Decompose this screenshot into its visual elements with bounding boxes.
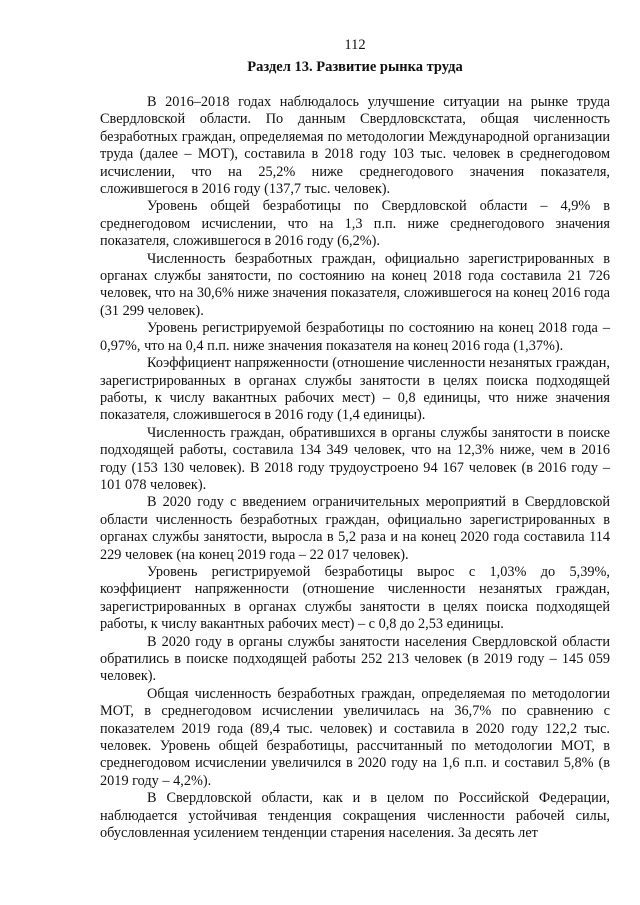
- paragraph-job-seekers-2020: В 2020 году в органы службы занятости населения Свердловской области обратились в поиске подходящей работы 252 213 человек (в 2019 году – 145 059 человек).: [100, 633, 610, 685]
- document-page: [100, 36, 610, 842]
- paragraph-unemployment-trend-2016-2018: В 2016–2018 годах наблюдалось улучшение ситуации на рынке труда Свердловской области. По данным Свердловскстата, общая численность безработных граждан, определяемая по методологии Международной организации труда (далее – МОТ), составила в 2018 году 103 тыс. человек в среднегодовом исчислении, что на 25,2% ниже среднегодового значения показателя, сложившегося в 2016 году (137,7 тыс. человек).: [100, 94, 610, 198]
- paragraph-registered-unemployment-rate-2018: Уровень регистрируемой безработицы по состоянию на конец 2018 года – 0,97%, что на 0,4 п.п. ниже значения показателя на конец 2016 года (1,37%).: [100, 320, 610, 354]
- paragraph-job-seekers-2018: Численность граждан, обратившихся в органы службы занятости в поиске подходящей работы, составила 134 349 человек, что на 12,3% ниже, чем в 2016 году (153 130 человек). В 2018 году трудоустроено 94 167 человек (в 2016 году – 101 078 человек).: [100, 424, 610, 493]
- paragraph-registered-unemployed-2018: Численность безработных граждан, официально зарегистрированных в органах службы занятости, по состоянию на конец 2018 года составила 21 726 человек, что на 30,6% ниже значения показателя, сложившегося на конец 2016 года (31 299 человек).: [100, 250, 610, 319]
- page-number: 112: [344, 37, 366, 53]
- paragraph-tension-coefficient: Коэффициент напряженности (отношение численности незанятых граждан, зарегистрированных в органах службы занятости в целях поиска подходящей работы, к числу вакантных рабочих мест) – 0,8 единицы, что ниже значения показателя, сложившегося в 2016 году (1,4 единицы).: [100, 355, 610, 424]
- section-title: Раздел 13. Развитие рынка труда: [247, 59, 463, 75]
- paragraph-general-unemployment-rate: Уровень общей безработицы по Свердловской области – 4,9% в среднегодовом исчислении, что на 1,3 п.п. ниже среднегодового значения показателя, сложившегося в 2016 году (6,2%).: [100, 198, 610, 250]
- paragraph-restrictions-2020: В 2020 году с введением ограничительных мероприятий в Свердловской области численность безработных граждан, официально зарегистрированных в органах службы занятости, выросла в 5,2 раза и на конец 2020 года составила 114 229 человек (на конец 2019 года – 22 017 человек).: [100, 494, 610, 563]
- paragraph-registered-unemployment-growth: Уровень регистрируемой безработицы вырос с 1,03% до 5,39%, коэффициент напряженности (отношение численности незанятых граждан, зарегистрированных в органах службы занятости в целях поиска подходящей работы, к числу вакантных рабочих мест) – с 0,8 до 2,53 единицы.: [100, 563, 610, 633]
- paragraph-ilo-unemployment-2020: Общая численность безработных граждан, определяемая по методологии МОТ, в среднегодовом исчислении увеличилась на 36,7% по сравнению с показателем 2019 года (89,4 тыс. человек) и составила в 2020 году 122,2 тыс. человек. Уровень общей безработицы, рассчитанный по методологии МОТ, в среднегодовом исчислении увеличился в 2020 году на 1,6 п.п. и составил 5,8% (в 2019 году – 4,2%).: [100, 685, 610, 789]
- paragraph-labor-force-decline: В Свердловской области, как и в целом по Российской Федерации, наблюдается устойчивая тенденция сокращения численности рабочей силы, обусловленная усилением тенденции старения населения. За десять лет: [100, 790, 610, 842]
